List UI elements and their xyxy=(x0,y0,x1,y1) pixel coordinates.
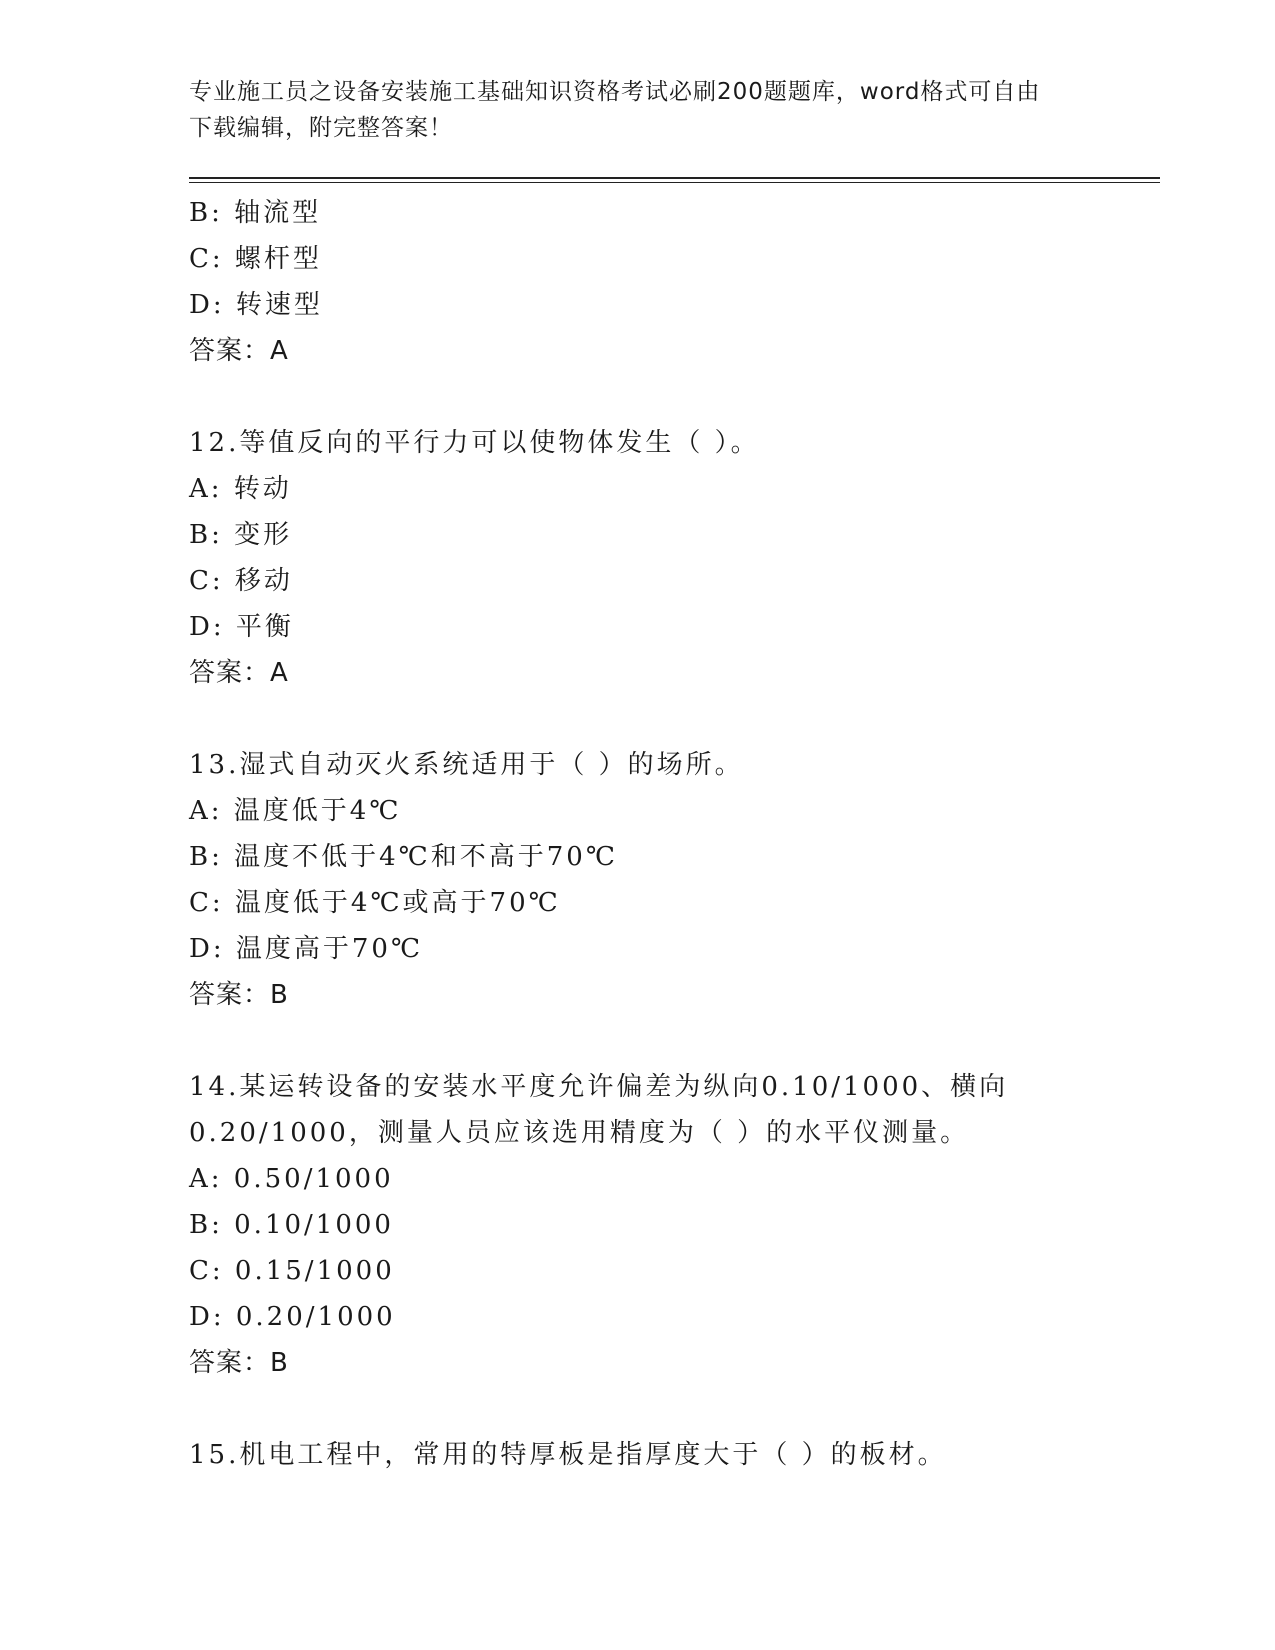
question-11 xyxy=(189,190,1169,374)
question-12 xyxy=(189,420,1169,696)
question-text: 12.等值反向的平行力可以使物体发生（ ）。 xyxy=(189,428,760,458)
question-text: 15.机电工程中，常用的特厚板是指厚度大于（ ）的板材。 xyxy=(189,1440,947,1470)
header-line-2: 下载编辑，附完整答案！ xyxy=(189,115,453,141)
question-15 xyxy=(189,1432,1169,1478)
option-a: A: 温度低于4℃ xyxy=(189,796,402,826)
header-divider-bottom xyxy=(189,182,1160,183)
answer: 答案：B xyxy=(189,1348,289,1378)
question-content xyxy=(189,190,1169,1478)
question-text-line-2: 0.20/1000，测量人员应该选用精度为（ ）的水平仪测量。 xyxy=(189,1118,970,1148)
option-c: C: 0.15/1000 xyxy=(189,1256,395,1286)
option-d: D: 平衡 xyxy=(189,612,294,642)
spacer xyxy=(189,696,1169,742)
option-b: B: 轴流型 xyxy=(189,198,322,228)
option-b: B: 变形 xyxy=(189,520,293,550)
option-a: A: 0.50/1000 xyxy=(189,1164,394,1194)
option-b: B: 0.10/1000 xyxy=(189,1210,394,1240)
question-13 xyxy=(189,742,1169,1018)
spacer xyxy=(189,1018,1169,1064)
spacer xyxy=(189,1386,1169,1432)
header-line-1: 专业施工员之设备安装施工基础知识资格考试必刷200题题库，word格式可自由 xyxy=(189,79,1041,105)
spacer xyxy=(189,374,1169,420)
answer: 答案：A xyxy=(189,658,289,688)
question-14 xyxy=(189,1064,1169,1386)
option-d: D: 0.20/1000 xyxy=(189,1302,396,1332)
answer: 答案：B xyxy=(189,980,289,1010)
option-d: D: 转速型 xyxy=(189,290,323,320)
header-divider-top xyxy=(189,177,1160,179)
option-c: C: 温度低于4℃或高于70℃ xyxy=(189,888,561,918)
question-text: 13.湿式自动灭火系统适用于（ ）的场所。 xyxy=(189,750,744,780)
option-b: B: 温度不低于4℃和不高于70℃ xyxy=(189,842,618,872)
option-c: C: 螺杆型 xyxy=(189,244,322,274)
option-c: C: 移动 xyxy=(189,566,293,596)
document-header xyxy=(189,74,1069,146)
question-text-line-1: 14.某运转设备的安装水平度允许偏差为纵向0.10/1000、横向 xyxy=(189,1072,1009,1102)
option-d: D: 温度高于70℃ xyxy=(189,934,424,964)
option-a: A: 转动 xyxy=(189,474,292,504)
answer: 答案：A xyxy=(189,336,289,366)
